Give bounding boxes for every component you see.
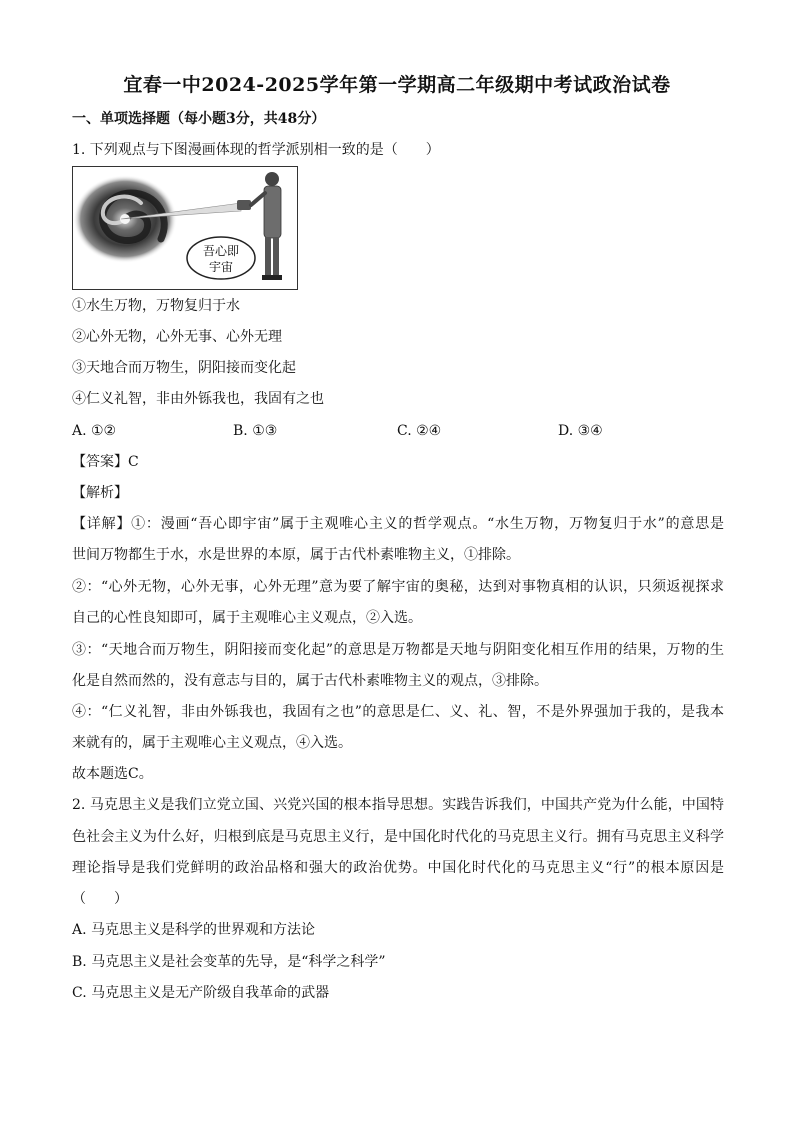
explanation-line: 来就有的，属于主观唯心主义观点，④入选。 bbox=[72, 735, 352, 751]
bubble-text-line1: 吾心即 bbox=[202, 244, 240, 258]
explanation-line: ②：“心外无物，心外无事，心外无理”意为要了解宇宙的奥秘，达到对事物真相的认识，只须返视探求 bbox=[72, 579, 724, 595]
statement-4: ④仁义礼智，非由外铄我也，我固有之也 bbox=[72, 391, 324, 407]
cartoon-illustration bbox=[73, 167, 297, 289]
q2-option-a: A. 马克思主义是科学的世界观和方法论 bbox=[72, 922, 316, 938]
bubble-text-line2: 宇宙 bbox=[208, 260, 234, 274]
q1-option-a: A. ①② bbox=[72, 423, 117, 439]
explanation-line: 【详解】①：漫画“吾心即宇宙”属于主观唯心主义的哲学观点。“水生万物，万物复归于水”的意思是 bbox=[72, 516, 724, 532]
explanation-line: 自己的心性良知即可，属于主观唯心主义观点，②入选。 bbox=[72, 610, 422, 626]
explanation-line: 世间万物都生于水，水是世界的本原，属于古代朴素唯物主义，①排除。 bbox=[72, 547, 520, 563]
section-heading: 一、单项选择题（每小题3分，共48分） bbox=[72, 111, 326, 127]
q1-analysis-label: 【解析】 bbox=[72, 485, 128, 501]
statement-2: ②心外无物，心外无事、心外无理 bbox=[72, 329, 282, 345]
question-2-stem-line: 2. 马克思主义是我们立党立国、兴党兴国的根本指导思想。实践告诉我们，中国共产党为什么能，中国特 bbox=[72, 797, 724, 813]
question-1-stem: 1. 下列观点与下图漫画体现的哲学派别相一致的是（ ） bbox=[72, 142, 440, 158]
q1-option-c: C. ②④ bbox=[397, 423, 442, 439]
q2-option-b: B. 马克思主义是社会变革的先导，是“科学之科学” bbox=[72, 954, 386, 970]
q2-option-c: C. 马克思主义是无产阶级自我革命的武器 bbox=[72, 985, 330, 1001]
question-2-stem-line: （ ） bbox=[72, 891, 128, 907]
q1-option-b: B. ①③ bbox=[233, 423, 278, 439]
statement-3: ③天地合而万物生，阴阳接而变化起 bbox=[72, 360, 296, 376]
explanation-line: ④：“仁义礼智，非由外铄我也，我固有之也”的意思是仁、义、礼、智，不是外界强加于我的，是我本 bbox=[72, 704, 724, 720]
telescope-icon bbox=[237, 200, 251, 210]
explanation-conclusion: 故本题选C。 bbox=[72, 766, 153, 782]
q1-option-d: D. ③④ bbox=[558, 423, 603, 439]
question-2-stem-line: 理论指导是我们党鲜明的政治品格和强大的政治优势。中国化时代化的马克思主义“行”的根本原因是 bbox=[72, 860, 724, 876]
speech-bubble bbox=[187, 237, 255, 279]
q1-answer: 【答案】C bbox=[72, 454, 139, 470]
person-icon bbox=[251, 172, 282, 280]
cartoon-figure bbox=[72, 166, 298, 290]
question-2-stem-line: 色社会主义为什么好，归根到底是马克思主义行，是中国化时代化的马克思主义行。拥有马克思主义科学 bbox=[72, 829, 724, 845]
explanation-line: 化是自然而然的，没有意志与目的，属于古代朴素唯物主义的观点，③排除。 bbox=[72, 673, 548, 689]
page-title: 宜春一中2024-2025学年第一学期高二年级期中考试政治试卷 bbox=[123, 74, 671, 96]
statement-1: ①水生万物，万物复归于水 bbox=[72, 298, 240, 314]
explanation-line: ③：“天地合而万物生，阴阳接而变化起”的意思是万物都是天地与阴阳变化相互作用的结果，万物的生 bbox=[72, 642, 724, 658]
